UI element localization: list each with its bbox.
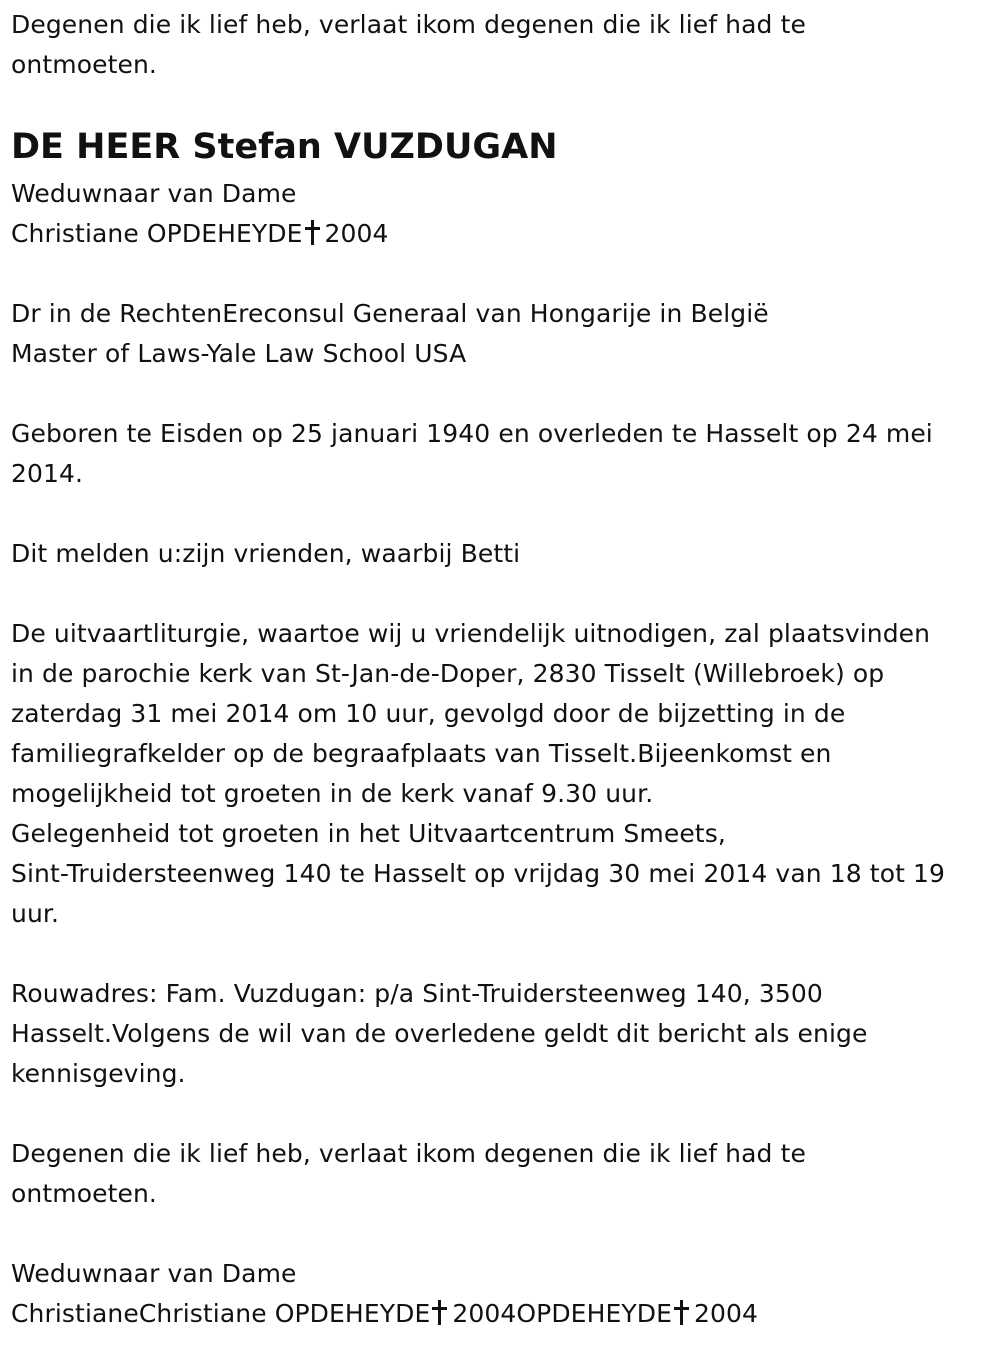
deceased-name: DE HEER Stefan VUZDUGAN [11,127,558,167]
cross-icon [305,220,319,245]
intro-quote-line-2: ontmoeten. [11,50,157,79]
spacer [11,1214,996,1254]
spouse-name: Christiane OPDEHEYDE [11,219,303,248]
spouse-death-year: 2004 [324,219,389,248]
cross-icon [674,1300,688,1325]
funeral-line-3: zaterdag 31 mei 2014 om 10 uur, gevolgd door de bijzetting in de [11,699,846,728]
titles-line-2: Master of Laws-Yale Law School USA [11,339,467,368]
spacer [11,254,996,294]
closing-quote-line-2: ontmoeten. [11,1179,157,1208]
footer-spouse-line: Weduwnaar van Dame [11,1259,297,1288]
birth-death-line-2: 2014. [11,459,84,488]
titles-line-1: Dr in de RechtenEreconsul Generaal van Hongarije in België [11,299,769,328]
spacer [11,574,996,614]
closing-quote-line-1: Degenen die ik lief heb, verlaat ikom degenen die ik lief had te [11,1139,806,1168]
spouse-name-line [11,214,996,254]
address-line-1: Rouwadres: Fam. Vuzdugan: p/a Sint-Truidersteenweg 140, 3500 [11,979,823,1008]
footer-part-3: 2004 [694,1299,759,1328]
funeral-line-5: mogelijkheid tot groeten in de kerk vanaf 9.30 uur. [11,779,654,808]
funeral-line-8: uur. [11,899,60,928]
spacer [11,934,996,974]
spacer [11,374,996,414]
announcers-line: Dit melden u:zijn vrienden, waarbij Betti [11,539,521,568]
obituary-notice [11,5,996,1334]
birth-death-line-1: Geboren te Eisden op 25 januari 1940 en overleden te Hasselt op 24 mei [11,419,933,448]
funeral-line-1: De uitvaartliturgie, waartoe wij u vriendelijk uitnodigen, zal plaatsvinden [11,619,931,648]
intro-quote-line-1: Degenen die ik lief heb, verlaat ikom degenen die ik lief had te [11,10,806,39]
address-line-3: kennisgeving. [11,1059,186,1088]
address-line-2: Hasselt.Volgens de wil van de overledene geldt dit bericht als enige [11,1019,868,1048]
funeral-line-6: Gelegenheid tot groeten in het Uitvaartcentrum Smeets, [11,819,726,848]
spacer [11,494,996,534]
footer-part-1: ChristianeChristiane OPDEHEYDE [11,1299,431,1328]
footer-part-2: 2004OPDEHEYDE [452,1299,672,1328]
cross-icon [432,1300,446,1325]
footer-spouse-name-line [11,1294,996,1334]
funeral-line-2: in de parochie kerk van St-Jan-de-Doper, 2830 Tisselt (Willebroek) op [11,659,885,688]
spouse-line: Weduwnaar van Dame [11,179,297,208]
funeral-line-4: familiegrafkelder op de begraafplaats van Tisselt.Bijeenkomst en [11,739,832,768]
funeral-line-7: Sint-Truidersteenweg 140 te Hasselt op vrijdag 30 mei 2014 van 18 tot 19 [11,859,946,888]
spacer [11,1094,996,1134]
